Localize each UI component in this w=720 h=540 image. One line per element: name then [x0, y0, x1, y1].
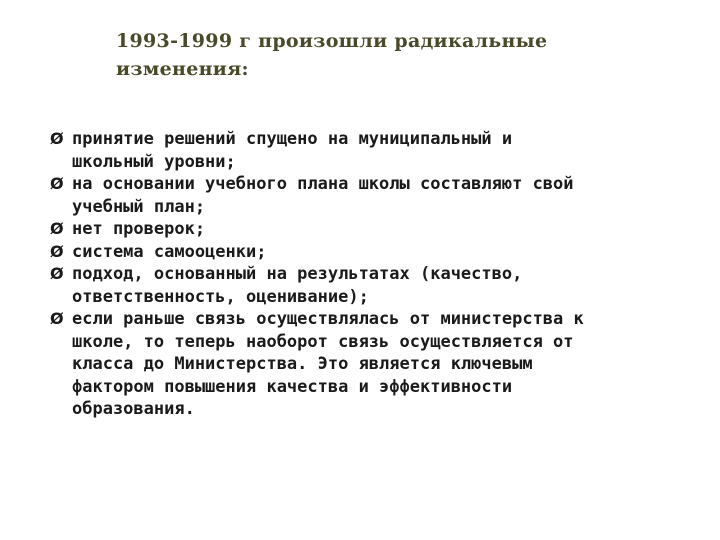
arrow-bullet-icon: Ø [50, 219, 64, 238]
bullet-item-6 [50, 308, 720, 421]
bullet-line: образования. [72, 399, 195, 419]
arrow-bullet-icon: Ø [50, 309, 64, 328]
bullet-line: школе, то теперь наоборот связь осуществляется от [72, 331, 574, 352]
bullet-line: на основании учебного плана школы составляют свой [72, 174, 574, 194]
arrow-bullet-icon: Ø [50, 129, 64, 148]
bullet-item-2 [50, 173, 720, 218]
bullet-item-5 [50, 263, 720, 308]
bullet-line: ответственность, оценивание); [72, 286, 369, 307]
arrow-bullet-icon: Ø [50, 174, 64, 193]
bullet-line: учебный план; [72, 196, 206, 217]
slide-title-line-1: 1993-1999 г произошли радикальные [116, 30, 548, 52]
bullet-line: нет проверок; [72, 219, 206, 239]
bullet-line: принятие решений спущено на муниципальный и [72, 129, 513, 149]
bullet-line: если раньше связь осуществлялась от министерства к [72, 309, 584, 329]
bullet-list [50, 128, 720, 421]
bullet-line: подход, основанный на результатах (качество, [72, 264, 523, 284]
bullet-line: класса до Министерства. Это является ключевым [72, 354, 533, 374]
bullet-item-1 [50, 128, 720, 173]
arrow-bullet-icon: Ø [50, 241, 64, 261]
bullet-item-4 [50, 241, 720, 264]
slide-title [116, 27, 676, 83]
bullet-line: фактором повышения качества и эффективности [72, 376, 513, 397]
bullet-item-3 [50, 218, 720, 241]
bullet-line: система самооценки; [72, 241, 267, 262]
arrow-bullet-icon: Ø [50, 264, 64, 283]
bullet-line: школьный уровни; [72, 151, 236, 172]
slide-title-line-2: изменения: [116, 58, 249, 80]
